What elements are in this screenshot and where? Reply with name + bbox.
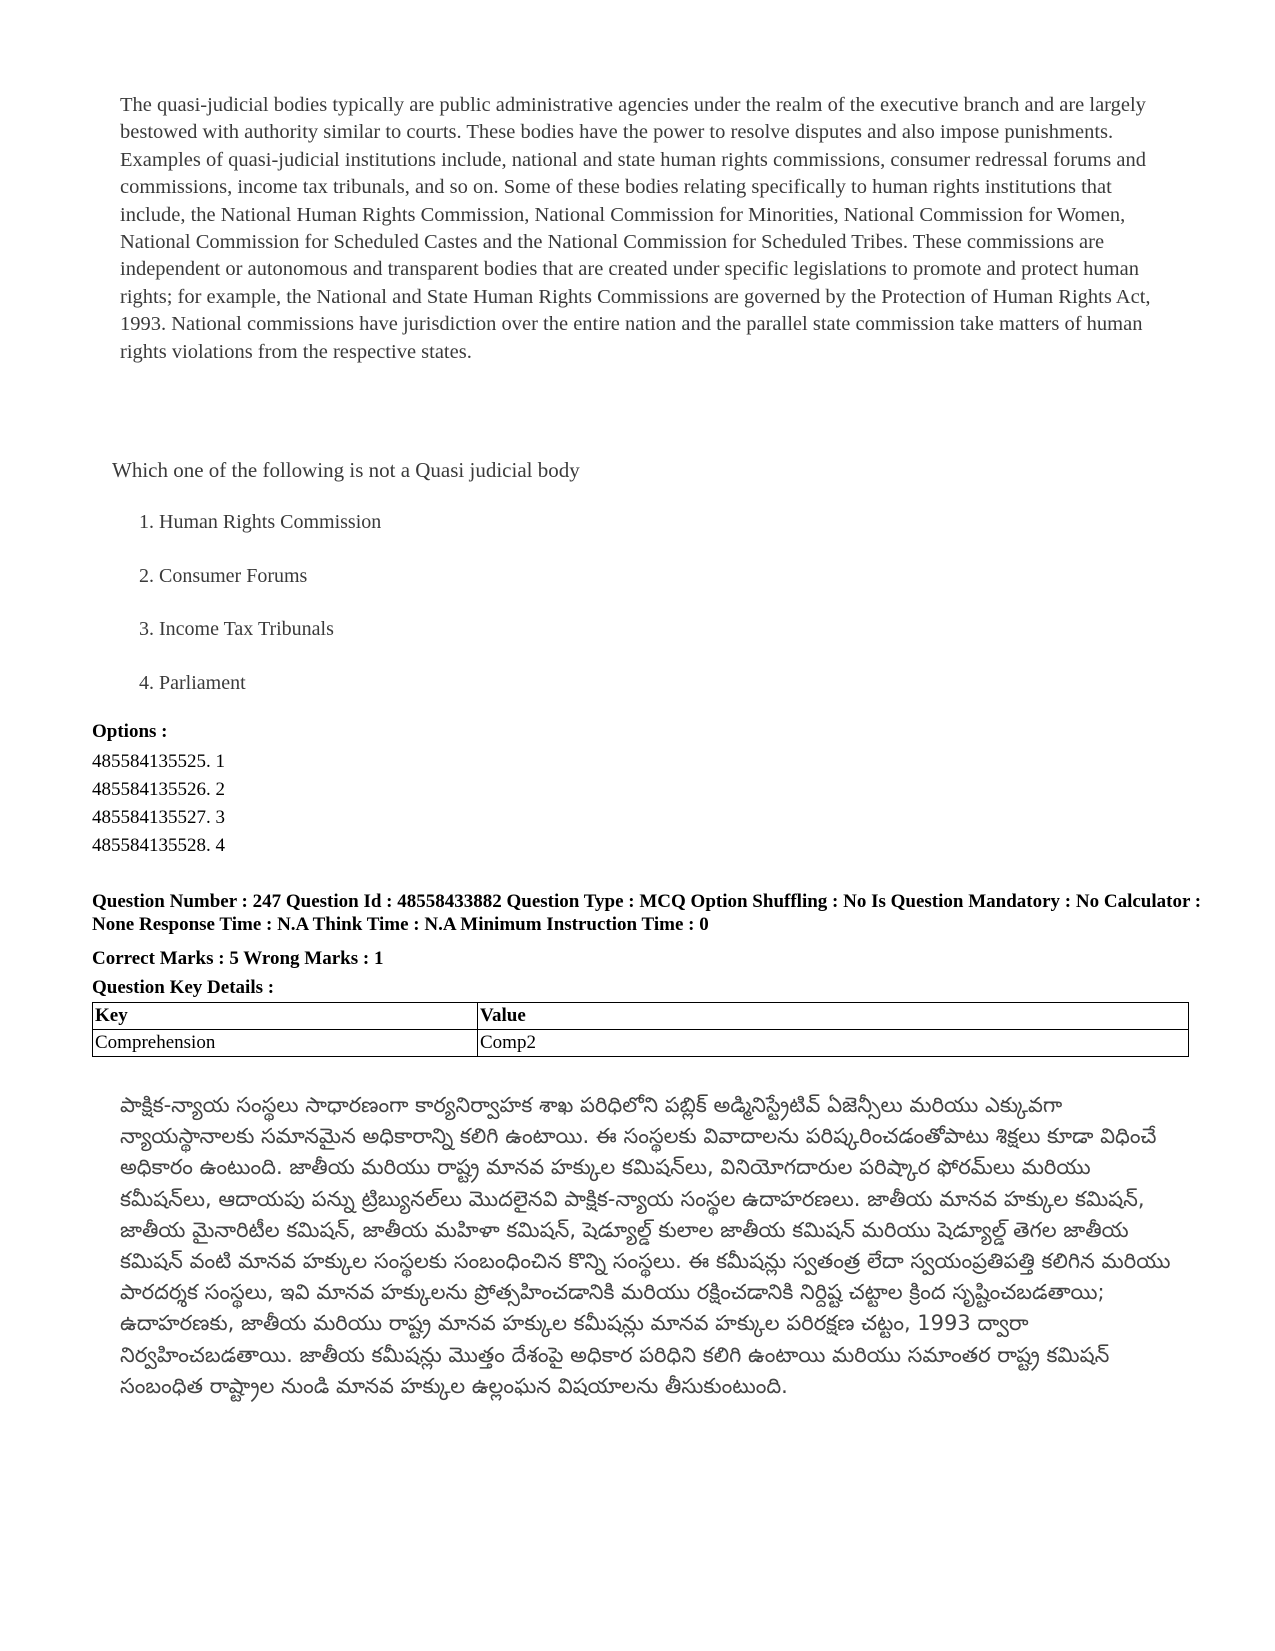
table-header-value: Value xyxy=(478,1003,1189,1030)
option-item: 485584135528. 4 xyxy=(92,835,225,856)
option-item: 485584135525. 1 xyxy=(92,751,225,772)
passage-telugu xyxy=(120,1090,1180,1402)
option-item: 485584135527. 3 xyxy=(92,807,225,828)
table-header-row xyxy=(93,1003,1189,1030)
table-row xyxy=(93,1030,1189,1057)
question-choice: 3. Income Tax Tribunals xyxy=(139,618,334,640)
question-choice: 4. Parliament xyxy=(139,671,246,694)
options-heading: Options : xyxy=(92,721,168,742)
marks-line: Correct Marks : 5 Wrong Marks : 1 xyxy=(92,948,384,969)
question-text: Which one of the following is not a Quasi judicial body xyxy=(112,458,580,482)
question-block xyxy=(112,458,1012,725)
passage-telugu-text: పాక్షిక-న్యాయ సంస్థలు సాధారణంగా కార్యనిర్వాహక శాఖ పరిధిలోని పబ్లిక్ అడ్మినిస్ట్రేటివ్ ఏజెన్సీలు మరియు ఎక్కువగా న్యాయస్థానాలకు సమానమైన అధికారాన్ని కలిగి ఉంటాయి. ఈ సంస్థలకు వివాదాలను పరిష్కరించడంతోపాటు శిక్షలు కూడా విధించే అధికారం ఉంటుంది. జాతీయ మరియు రాష్ట్ర మానవ హక్కుల కమిషన్‌లు, వినియోగదారుల పరిష్కార ఫోరమ్‌లు మరియు కమీషన్‌లు, ఆదాయపు పన్ను ట్రిబ్యునల్‌లు మొదలైనవి పాక్షిక-న్యాయ సంస్థల ఉదాహరణలు. జాతీయ మానవ హక్కుల కమిషన్, జాతీయ మైనారిటీల కమిషన్, జాతీయ మహిళా కమిషన్, షెడ్యూల్డ్ కులాల జాతీయ కమిషన్ మరియు షెడ్యూల్డ్ తెగల జాతీయ కమిషన్ వంటి మానవ హక్కుల సంస్థలకు సంబంధించిన కొన్ని సంస్థలు. ఈ కమీషన్లు స్వతంత్ర లేదా స్వయంప్రతిపత్తి కలిగిన మరియు పారదర్శక సంస్థలు, ఇవి మానవ హక్కులను ప్రోత్సహించడానికి మరియు రక్షించడానికి నిర్దిష్ట చట్టాల క్రింద సృష్టించబడతాయి; ఉదాహరణకు, జాతీయ మరియు రాష్ట్ర మానవ హక్కుల కమీషన్లు మానవ హక్కుల పరిరక్షణ చట్టం, 1993 ద్వారా నిర్వహించబడతాయి. జాతీయ కమీషన్లు మొత్తం దేశంపై అధికార పరిధిని కలిగి ఉంటాయి మరియు సమాంతర రాష్ట్ర కమిషన్ సంబంధిత రాష్ట్రాల నుండి మానవ హక్కుల ఉల్లంఘన విషయాలను తీసుకుంటుంది. xyxy=(120,1093,1171,1398)
question-meta: Question Number : 247 Question Id : 48558433882 Question Type : MCQ Option Shuffling : No Is Question Mandatory : No Calculator : None Response Time : N.A Think Time : N.A Minimum Instruction Time : 0 xyxy=(92,891,1202,935)
question-choice: 2. Consumer Forums xyxy=(139,564,308,587)
question-choices xyxy=(112,511,1012,725)
table-cell-key: Comprehension xyxy=(93,1030,478,1057)
option-item: 485584135526. 2 xyxy=(92,779,225,800)
passage-english-text: The quasi-judicial bodies typically are public administrative agencies under the realm of the executive branch and are largely bestowed with authority similar to courts. These bodies have the power to resolve disputes and also impose punishments. Examples of quasi-judicial institutions include, national and state human rights commissions, consumer redressal forums and commissions, income tax tribunals, and so on. Some of these bodies relating specifically to human rights institutions that include, the National Human Rights Commission, National Commission for Minorities, National Commission for Women, National Commission for Scheduled Castes and the National Commission for Scheduled Tribes. These commissions are independent or autonomous and transparent bodies that are created under specific legislations to promote and protect human rights; for example, the National and State Human Rights Commissions are governed by the Protection of Human Rights Act, 1993. National commissions have jurisdiction over the entire nation and the parallel state commission take matters of human rights violations from the respective states. xyxy=(120,94,1151,363)
passage-english xyxy=(120,92,1170,366)
table-cell-value: Comp2 xyxy=(478,1030,1189,1057)
key-details-table xyxy=(92,1002,1189,1057)
key-details-heading: Question Key Details : xyxy=(92,977,275,998)
options-list xyxy=(92,748,1202,860)
question-choice: 1. Human Rights Commission xyxy=(139,511,382,533)
table-header-key: Key xyxy=(93,1003,478,1030)
